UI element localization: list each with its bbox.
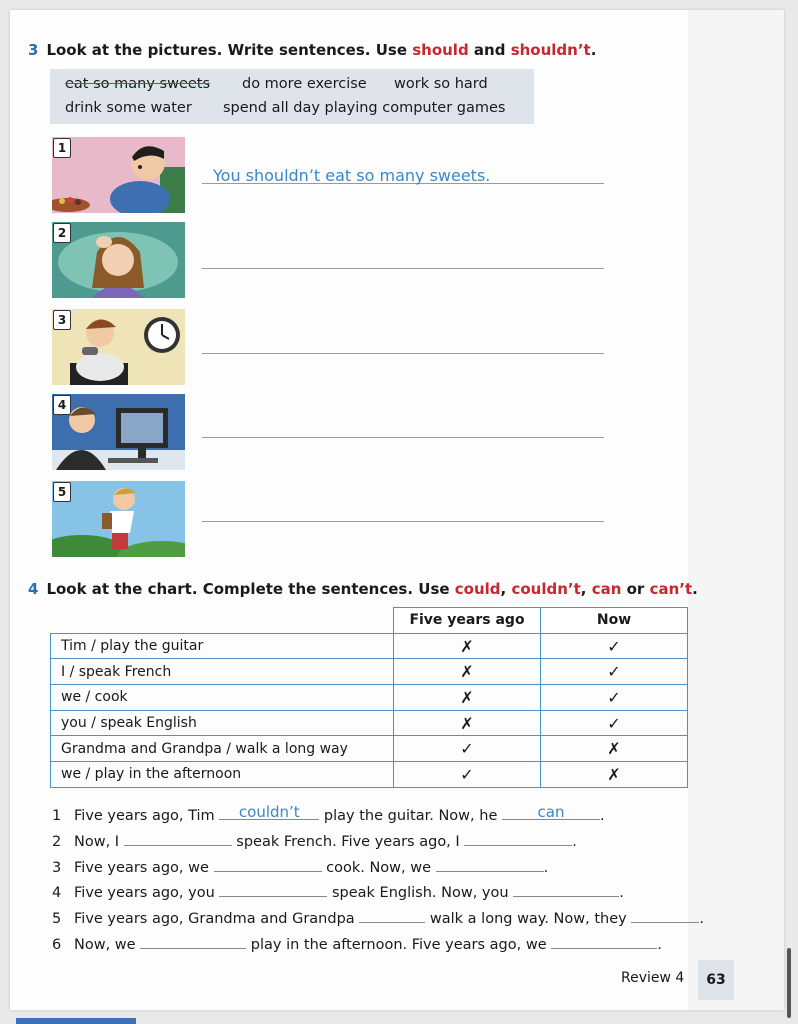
page-margin	[688, 10, 784, 1010]
boy-sweets-illustration	[52, 137, 185, 213]
exercise-3-title: 3 Look at the pictures. Write sentences. Use should and shouldn’t.	[28, 41, 597, 59]
answer-blank[interactable]	[436, 857, 544, 872]
picture-1: 1	[52, 137, 185, 213]
office-worker-illustration	[52, 394, 185, 470]
exhausted-boy-illustration	[52, 481, 185, 557]
answer-blank[interactable]	[631, 908, 699, 923]
header-five-years-ago: Five years ago	[394, 608, 541, 634]
chart-row: I / speak French ✗ ✓	[51, 659, 688, 685]
chart-row: you / speak English ✗ ✓	[51, 710, 688, 736]
exercise-number: 3	[28, 41, 39, 59]
answer-blank[interactable]	[124, 831, 232, 846]
word-option: drink some water	[65, 100, 192, 116]
word-option: work so hard	[394, 76, 488, 92]
word-box	[50, 69, 534, 124]
tired-girl-illustration	[52, 222, 185, 298]
exercise-number: 4	[28, 580, 39, 598]
answer-blank[interactable]	[219, 882, 327, 897]
header-now: Now	[541, 608, 688, 634]
answer-blank[interactable]	[513, 882, 619, 897]
answer-blank[interactable]	[551, 934, 657, 949]
word-option: spend all day playing computer games	[223, 100, 506, 116]
answer-line[interactable]	[202, 437, 604, 438]
word-option: eat so many sweets	[65, 76, 211, 92]
chart-header-row	[51, 608, 688, 634]
progress-indicator	[16, 1018, 136, 1024]
ability-chart	[50, 607, 688, 788]
picture-3: 3	[52, 309, 185, 385]
chart-row: Grandma and Grandpa / walk a long way ✓ ✗	[51, 736, 688, 762]
word-option: do more exercise	[242, 76, 367, 92]
gaming-boy-illustration	[52, 309, 185, 385]
answer-blank[interactable]	[140, 934, 246, 949]
answer-blank[interactable]	[359, 908, 425, 923]
sentence-5: 5 Five years ago, Grandma and Grandpa walk a long way. Now, they .	[52, 908, 704, 927]
chart-row: we / cook ✗ ✓	[51, 685, 688, 711]
chart-row: Tim / play the guitar ✗ ✓	[51, 633, 688, 659]
sentence-1: 1 Five years ago, Tim couldn’t play the guitar. Now, he can .	[52, 803, 605, 824]
answer-blank[interactable]: can	[502, 805, 600, 820]
picture-5: 5	[52, 481, 185, 557]
answer-line[interactable]	[202, 353, 604, 354]
page-number: 63	[698, 960, 734, 1000]
picture-4: 4	[52, 394, 185, 470]
exercise-4-title: 4 Look at the chart. Complete the sentences. Use could, couldn’t, can or can’t.	[28, 580, 698, 598]
answer-line[interactable]	[202, 268, 604, 269]
sentence-4: 4 Five years ago, you speak English. Now, you .	[52, 882, 624, 901]
answer-blank[interactable]: couldn’t	[219, 805, 319, 820]
picture-2: 2	[52, 222, 185, 298]
answer-line[interactable]	[202, 521, 604, 522]
answer-blank[interactable]	[214, 857, 322, 872]
sentence-6: 6 Now, we play in the afternoon. Five years ago, we .	[52, 934, 662, 953]
chart-row: we / play in the afternoon ✓ ✗	[51, 762, 688, 788]
sentence-3: 3 Five years ago, we cook. Now, we .	[52, 857, 548, 876]
sentence-2: 2 Now, I speak French. Five years ago, I .	[52, 831, 577, 850]
example-answer: You shouldn’t eat so many sweets.	[213, 166, 491, 185]
scrollbar-thumb[interactable]	[787, 948, 791, 1018]
section-label: Review 4	[621, 970, 685, 986]
answer-blank[interactable]	[464, 831, 572, 846]
